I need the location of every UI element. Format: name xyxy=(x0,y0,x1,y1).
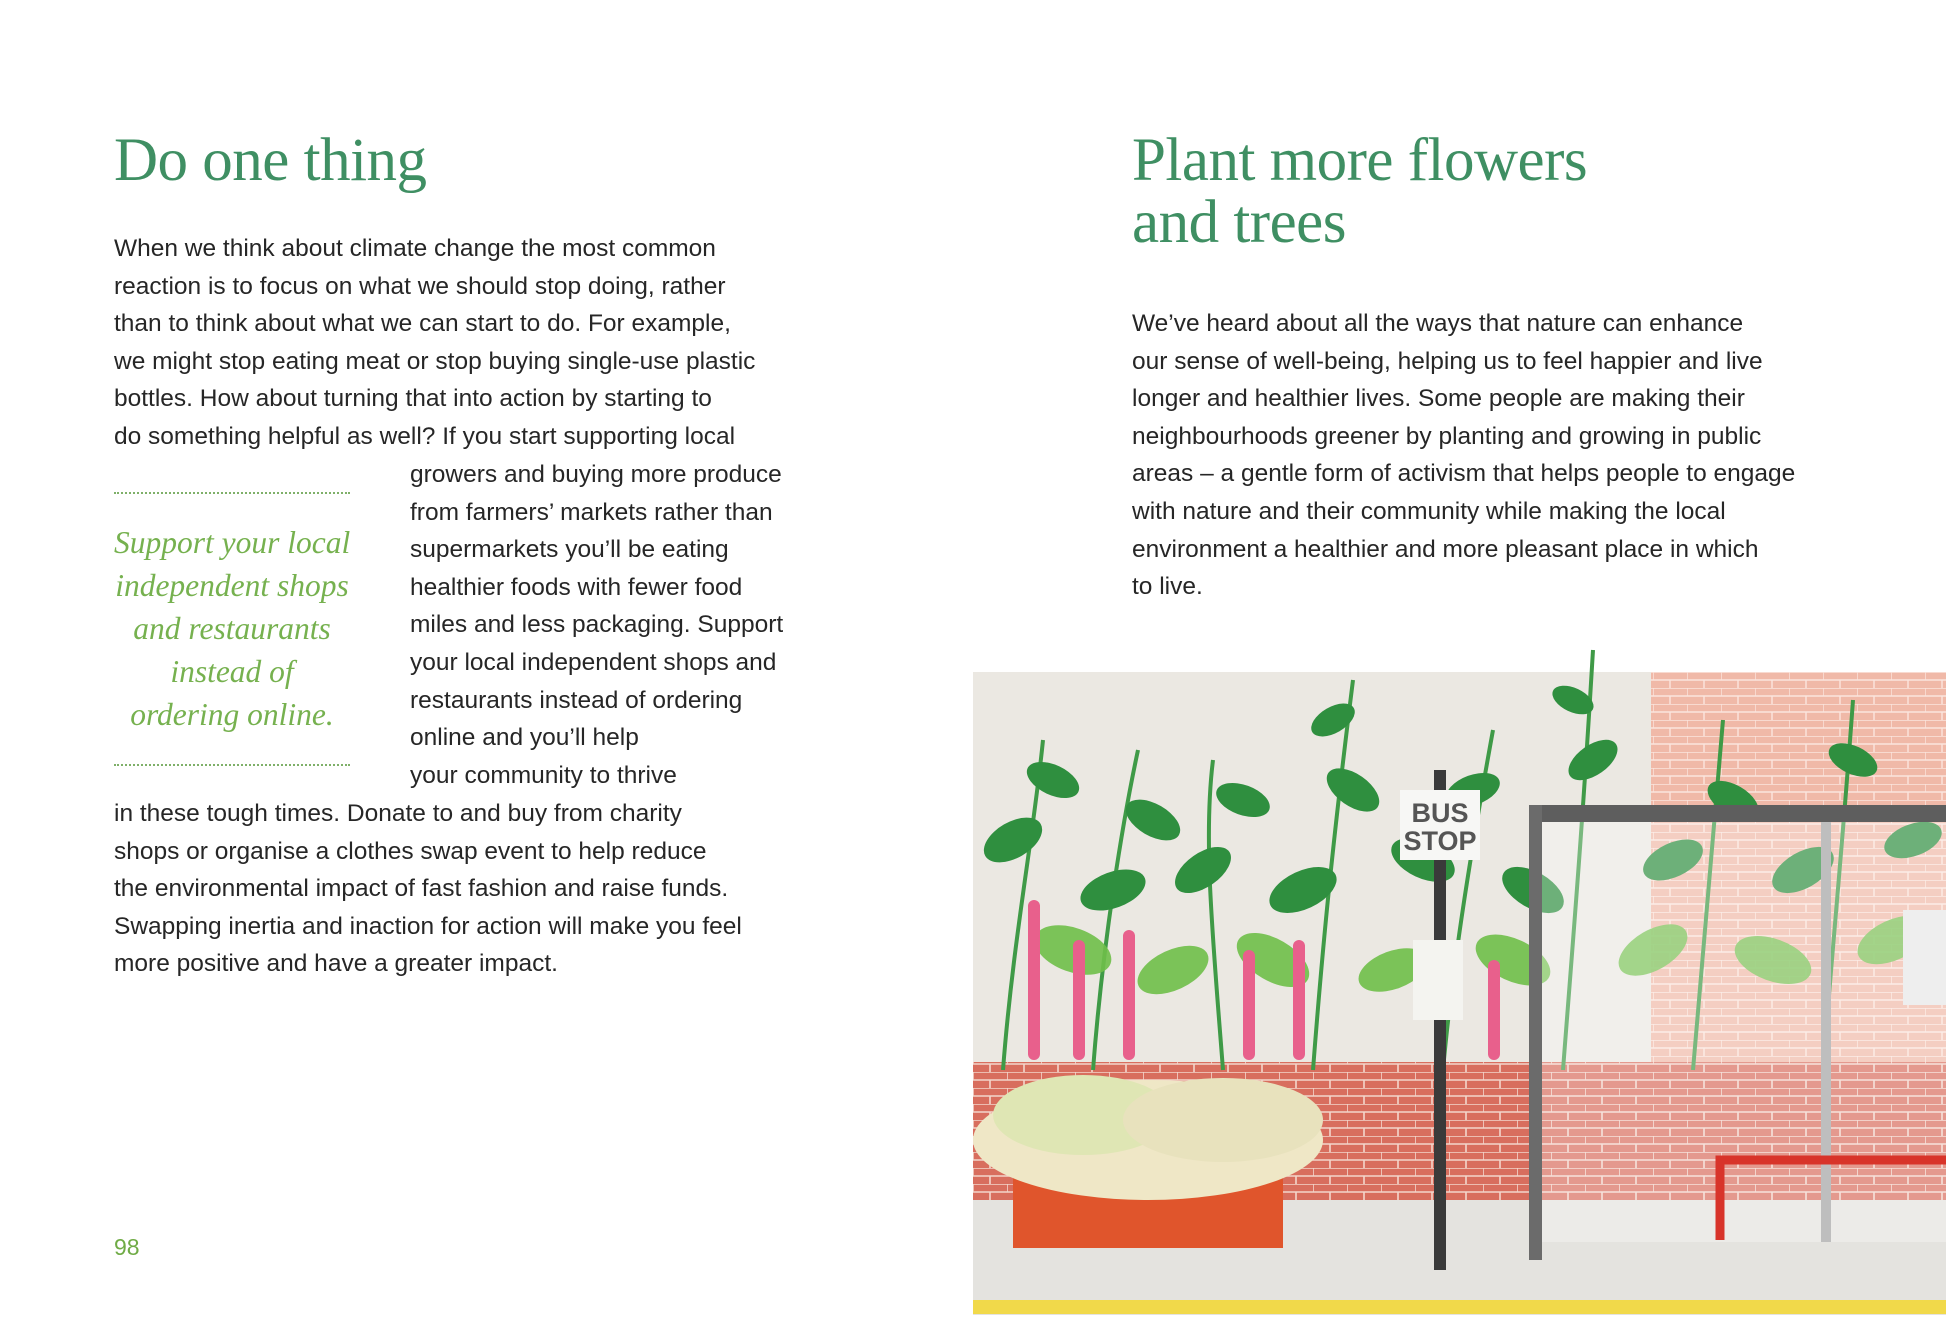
text-line: with nature and their community while making the local xyxy=(1132,497,1726,525)
text-line: healthier foods with fewer food xyxy=(410,573,743,601)
pull-quote-line: Support your local xyxy=(114,525,351,560)
text-line: do something helpful as well? If you start supporting local xyxy=(114,422,736,450)
text-line: environment a healthier and more pleasant place in which xyxy=(1132,535,1759,563)
text-line: bottles. How about turning that into action by starting to xyxy=(114,385,712,413)
sign-line: STOP xyxy=(1403,826,1477,856)
heading-line: Plant more flowers xyxy=(1132,127,1588,194)
left-page-heading: Do one thing xyxy=(114,127,427,194)
text-line: miles and less packaging. Support xyxy=(410,611,784,639)
text-line: our sense of well-being, helping us to feel happier and live xyxy=(1132,347,1763,375)
pull-quote xyxy=(114,492,350,766)
text-line: Swapping inertia and inaction for action will make you feel xyxy=(114,912,742,940)
text-line: shops or organise a clothes swap event to help reduce xyxy=(114,837,707,865)
pull-quote-line: instead of xyxy=(170,654,294,689)
left-paragraph-intro xyxy=(114,230,755,456)
bus-stop-garden-illustration xyxy=(973,640,1946,1330)
pull-quote-line: independent shops xyxy=(115,568,349,603)
left-paragraph-wrapped xyxy=(410,456,783,794)
text-line: restaurants instead of ordering xyxy=(410,686,743,714)
page-number: 98 xyxy=(114,1234,140,1260)
pull-quote-text xyxy=(114,521,350,736)
planter-box xyxy=(973,1075,1323,1248)
text-line: more positive and have a greater impact. xyxy=(114,950,558,978)
text-line: your community to thrive xyxy=(410,761,677,789)
pull-quote-line: and restaurants xyxy=(133,611,331,646)
sign-line: BUS xyxy=(1411,798,1469,828)
text-line: to live. xyxy=(1132,573,1203,601)
text-line: reaction is to focus on what we should stop doing, rather xyxy=(114,272,726,300)
text-line: the environmental impact of fast fashion and raise funds. xyxy=(114,875,729,903)
text-line: areas – a gentle form of activism that helps people to engage xyxy=(1132,460,1796,488)
text-line: supermarkets you’ll be eating xyxy=(410,536,729,564)
text-line: We’ve heard about all the ways that nature can enhance xyxy=(1132,310,1744,337)
text-line: online and you’ll help xyxy=(410,724,639,752)
text-line: When we think about climate change the most common xyxy=(114,235,716,262)
heading-line: and trees xyxy=(1132,189,1346,256)
text-line: in these tough times. Donate to and buy from charity xyxy=(114,800,682,827)
text-line: from farmers’ markets rather than xyxy=(410,498,773,526)
text-line: than to think about what we can start to do. For example, xyxy=(114,310,731,338)
text-line: neighbourhoods greener by planting and growing in public xyxy=(1132,422,1762,450)
text-line: we might stop eating meat or stop buying single-use plastic xyxy=(114,347,756,375)
text-line: growers and buying more produce xyxy=(410,461,782,488)
left-paragraph-closing xyxy=(114,795,742,983)
text-line: longer and healthier lives. Some people are making their xyxy=(1132,385,1745,413)
right-paragraph xyxy=(1132,305,1795,606)
pull-quote-line: ordering online. xyxy=(130,697,334,732)
right-page-heading xyxy=(1132,127,1588,256)
bus-shelter xyxy=(1529,805,1946,1260)
text-line: your local independent shops and xyxy=(410,648,777,676)
